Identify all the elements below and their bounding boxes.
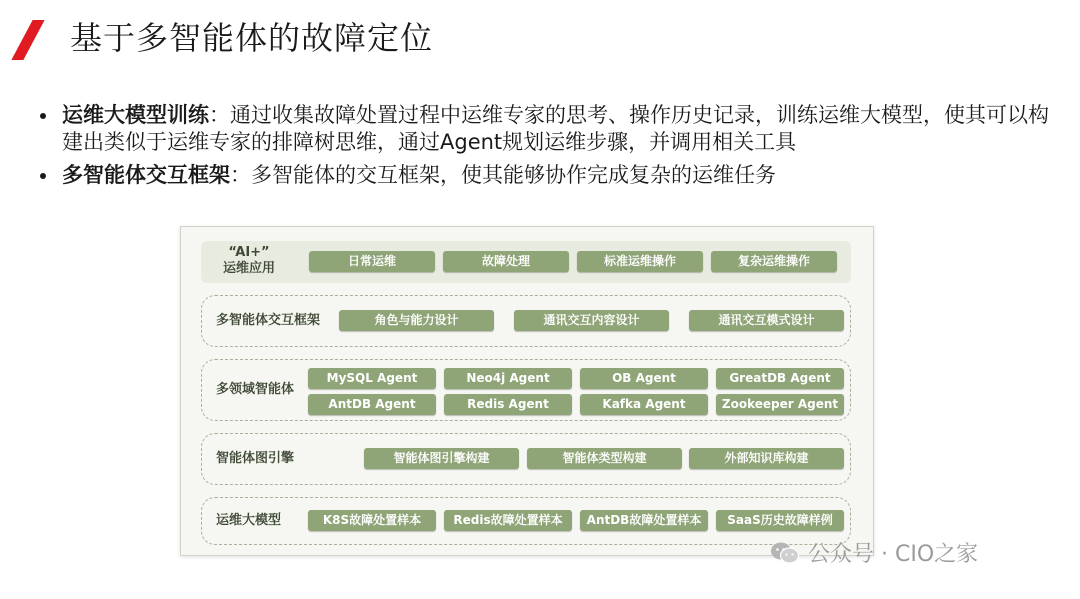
bullet-item [40,162,1060,189]
bullet-text: ：多智能体的交互框架，使其能够协作完成复杂的运维任务 [230,163,776,187]
bullet-bold: 运维大模型训练 [62,103,209,127]
layer-label: 多智能体交互框架 [216,313,321,328]
diagram-node: 标准运维操作 [577,251,703,272]
diagram-node: 通讯交互模式设计 [689,310,844,331]
title-accent-slash [11,20,44,60]
diagram-node: 复杂运维操作 [711,251,837,272]
agent-node: Neo4j Agent [444,368,572,389]
diagram-node: SaaS历史故障样例 [716,510,844,531]
layer-label: 智能体图引擎 [216,451,295,466]
page-title: 基于多智能体的故障定位 [70,19,434,57]
layer-domain-agents [201,359,851,421]
agent-node: Kafka Agent [580,394,708,415]
agent-node: AntDB Agent [308,394,436,415]
diagram-node: 外部知识库构建 [689,448,844,469]
diagram-node: AntDB故障处置样本 [580,510,708,531]
wechat-icon [770,541,800,565]
layer-graph-engine [201,433,851,485]
bullet-bold: 多智能体交互框架 [62,163,230,187]
layer-label: 运维大模型 [216,513,282,528]
diagram-node: 智能体图引擎构建 [364,448,519,469]
layer-label-line1: “AI+” [228,245,270,260]
diagram-node: 通讯交互内容设计 [514,310,669,331]
diagram-node: 故障处理 [443,251,569,272]
bullet-item [40,102,1060,156]
diagram-node: K8S故障处置样本 [308,510,436,531]
layer-interaction-framework [201,295,851,347]
diagram-node: 角色与能力设计 [339,310,494,331]
agent-node: MySQL Agent [308,368,436,389]
layer-ai-applications [201,241,851,283]
watermark-text: 公众号 · CIO之家 [808,542,979,567]
diagram-node: 智能体类型构建 [527,448,682,469]
agent-node: Zookeeper Agent [716,394,844,415]
bullet-text: ：通过收集故障处置过程中运维专家的思考、操作历史记录，训练运维大模型，使其可以构建出类似于运维专家的排障树思维，通过Agent规划运维步骤，并调用相关工具 [62,103,1049,154]
agent-node: Redis Agent [444,394,572,415]
bullet-list [40,102,1060,195]
layer-ops-model [201,497,851,545]
agent-node: GreatDB Agent [716,368,844,389]
diagram-node: Redis故障处置样本 [444,510,572,531]
agent-node: OB Agent [580,368,708,389]
diagram-node: 日常运维 [309,251,435,272]
layer-label: 多领域智能体 [216,382,295,397]
layer-label [209,245,289,277]
layer-label-line2: 运维应用 [222,261,275,276]
watermark [770,537,978,568]
architecture-diagram [180,226,874,556]
